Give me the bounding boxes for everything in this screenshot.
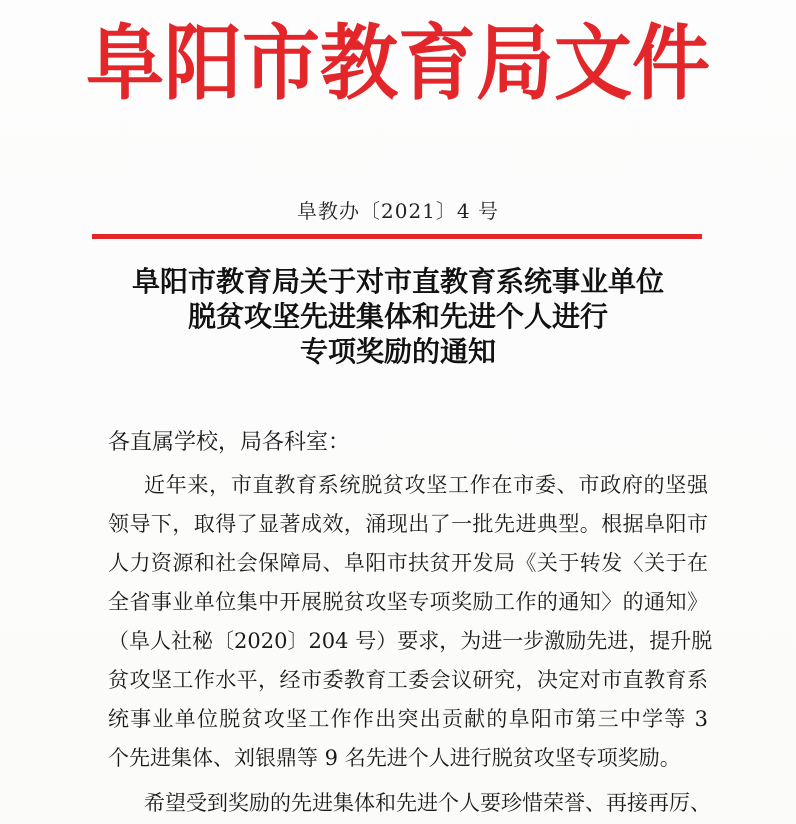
paragraph-1-line: 全省事业单位集中开展脱贫攻坚专项奖励工作的通知〉的通知》 bbox=[108, 590, 708, 614]
notice-title-line-2: 脱贫攻坚先进集体和先进个人进行 bbox=[187, 300, 608, 333]
paragraph-1-line: 统事业单位脱贫攻坚工作作出突出贡献的阜阳市第三中学等 3 bbox=[108, 707, 708, 731]
paragraph-1-line: （阜人社秘〔2020〕204 号）要求，为进一步激励先进，提升脱 bbox=[108, 629, 713, 653]
notice-title bbox=[0, 264, 796, 369]
paragraph-1-line: 近年来，市直教育系统脱贫攻坚工作在市委、市政府的坚强 bbox=[144, 473, 708, 497]
notice-title-line-3: 专项奖励的通知 bbox=[299, 335, 496, 368]
body-text bbox=[108, 466, 713, 823]
paragraph-2-line: 希望受到奖励的先进集体和先进个人要珍惜荣誉、再接再厉、 bbox=[144, 791, 711, 815]
notice-title-line-1: 阜阳市教育局关于对市直教育系统事业单位 bbox=[131, 265, 664, 298]
paragraph-1-line: 领导下，取得了显著成效，涌现出了一批先进典型。根据阜阳市 bbox=[108, 512, 708, 536]
paragraph-1-line: 个先进集体、刘银鼎等 9 名先进个人进行脱贫攻坚专项奖励。 bbox=[108, 746, 681, 770]
org-header-title: 阜阳市教育局文件 bbox=[85, 16, 710, 112]
paragraph-1-line: 人力资源和社会保障局、阜阳市扶贫开发局《关于转发〈关于在 bbox=[108, 551, 708, 575]
document-number: 阜教办〔2021〕4 号 bbox=[297, 199, 499, 223]
red-divider-line bbox=[92, 234, 702, 239]
salutation: 各直属学校，局各科室： bbox=[108, 430, 351, 455]
paragraph-1-line: 贫攻坚工作水平，经市委教育工委会议研究，决定对市直教育系 bbox=[108, 668, 708, 692]
